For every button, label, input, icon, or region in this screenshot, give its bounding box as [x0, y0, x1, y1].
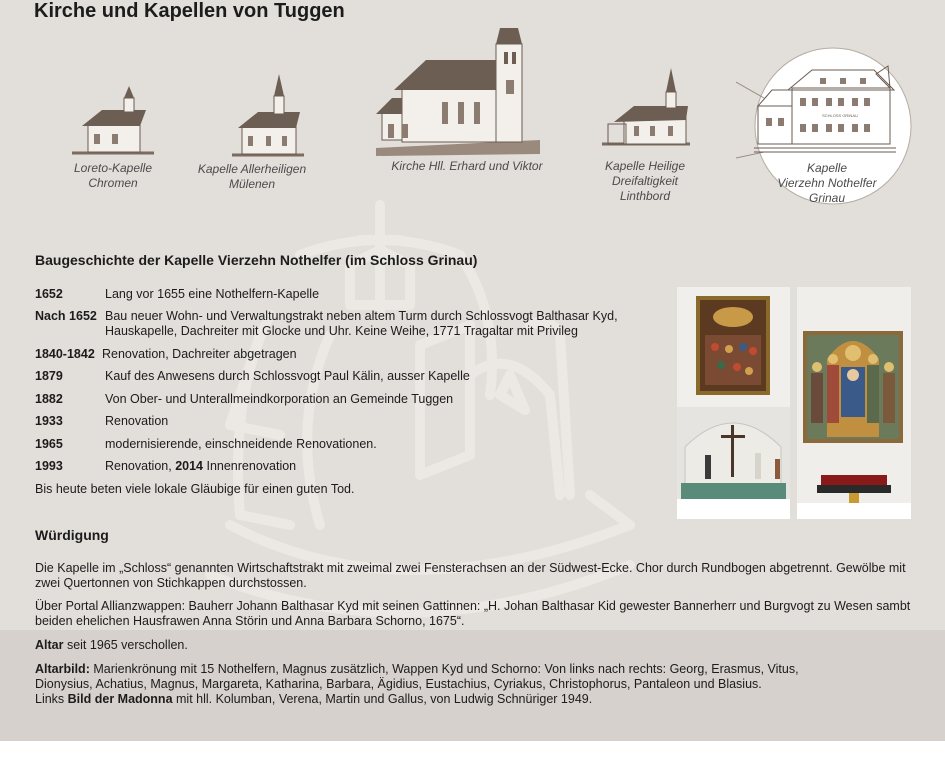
parish-church-icon: [372, 22, 544, 160]
history-year: 1882: [35, 392, 63, 406]
history-text-line: Bau neuer Wohn- und Verwaltungstrakt neben altem Turm durch Schlossvogt Balthasar Kyd,: [105, 309, 618, 323]
history-year: 1840-1842: [35, 347, 95, 361]
caption-line: Grinau: [808, 191, 846, 205]
history-text: modernisierende, einschneidende Renovationen.: [105, 437, 377, 451]
history-year: 1933: [35, 414, 63, 428]
grinau-chapel-caption: [772, 161, 882, 206]
page-title: Kirche und Kapellen von Tuggen: [34, 0, 345, 22]
loreto-chapel-icon: [68, 80, 158, 160]
caption-line: Dreifaltigkeit: [611, 174, 679, 188]
history-year: Nach 1652: [35, 309, 97, 323]
caption-line: Linthbord: [619, 189, 671, 203]
caption-line: Kirche Hll. Erhard und Viktor: [391, 159, 543, 173]
history-text: Renovation, Dachreiter abgetragen: [102, 347, 297, 361]
loreto-chapel-caption: [58, 161, 168, 191]
history-text: Von Ober- und Unterallmeindkorporation an Gemeinde Tuggen: [105, 392, 454, 406]
caption-line: Kapelle: [806, 161, 848, 175]
madonna-line: [35, 692, 915, 707]
altarbild-line: [35, 662, 915, 677]
caption-line: Loreto-Kapelle: [73, 161, 153, 175]
history-text-part: Innenrenovation: [203, 459, 297, 473]
caption-line: Kapelle Heilige: [604, 159, 686, 173]
altar-paragraph: [35, 638, 915, 653]
history-year: 1993: [35, 459, 63, 473]
history-heading: Baugeschichte der Kapelle Vierzehn Nothelfer (im Schloss Grinau): [35, 252, 478, 268]
history-year: 1965: [35, 437, 63, 451]
dreifaltigkeit-chapel-caption: [590, 159, 700, 204]
altarbild-text: Marienkrönung mit 15 Nothelfern, Magnus zusätzlich, Wappen Kyd und Schorno: Von links nach rechts: Georg, Erasmus, Vitus,: [89, 662, 799, 676]
history-text-part: Renovation,: [105, 459, 176, 473]
allerheiligen-chapel-icon: [228, 70, 308, 160]
church-caption: [382, 159, 552, 174]
history-text-bold: 2014: [175, 459, 203, 473]
history-year: 1879: [35, 369, 63, 383]
madonna-painting-photo: [797, 287, 911, 519]
history-text: Renovation: [105, 414, 169, 428]
history-text: Kauf des Anwesens durch Schlossvogt Paul Kälin, ausser Kapelle: [105, 369, 470, 383]
schloss-sign-text: SCHLOSS GRINAU: [822, 113, 858, 118]
madonna-label: Bild der Madonna: [67, 692, 173, 706]
history-year: 1652: [35, 287, 63, 301]
wuerdigung-paragraph-1: Die Kapelle im „Schloss“ genannten Wirtschaftstrakt mit zweimal zwei Fensterachsen an der Südwest-Ecke. Chor durch Rundbogen abgetrennt. Gewölbe mit zwei Quertonnen von Stichkappen durchstossen.: [35, 561, 906, 590]
wuerdigung-paragraph-2: Über Portal Allianzwappen: Bauherr Johann Balthasar Kyd mit seinen Gattinnen: „H. Johan Balthasar Kid gewester Bannerherr und Burgvogt zu Wesen sambt beiden ehelichen Hausfrawen Anna Störin und Anna Barbara Schorno, 1675“.: [35, 599, 911, 628]
altarbild-paragraph: [35, 662, 915, 707]
dreifaltigkeit-chapel-icon: [598, 64, 694, 154]
history-closing: Bis heute beten viele lokale Gläubige für einen guten Tod.: [35, 482, 355, 496]
madonna-prefix: Links: [35, 692, 68, 706]
altar-label: Altar: [35, 638, 64, 652]
history-text: [105, 309, 618, 339]
caption-line: Chromen: [88, 176, 138, 190]
altarbild-line: Dionysius, Achatius, Magnus, Margareta, Katharina, Barbara, Ägidius, Eustachius, Cyriakus, Christophorus, Pantaleon und Blasius.: [35, 677, 762, 691]
chapel-interior-photo: [677, 287, 790, 519]
history-text-line: Hauskapelle, Dachreiter mit Glocke und Uhr. Keine Weihe, 1771 Tragaltar mit Privileg: [105, 324, 578, 338]
caption-line: Mülenen: [228, 177, 276, 191]
wuerdigung-heading: Würdigung: [35, 527, 109, 543]
caption-line: Kapelle Allerheiligen: [197, 162, 307, 176]
history-text: [105, 459, 296, 474]
madonna-text: mit hll. Kolumban, Verena, Martin und Gallus, von Ludwig Schnüriger 1949.: [172, 692, 593, 706]
history-text: Lang vor 1655 eine Nothelfern-Kapelle: [105, 287, 320, 301]
caption-line: Vierzehn Nothelfer: [777, 176, 877, 190]
altarbild-label: Altarbild:: [35, 662, 90, 676]
altar-text: seit 1965 verschollen.: [63, 638, 188, 652]
allerheiligen-chapel-caption: [192, 162, 312, 192]
